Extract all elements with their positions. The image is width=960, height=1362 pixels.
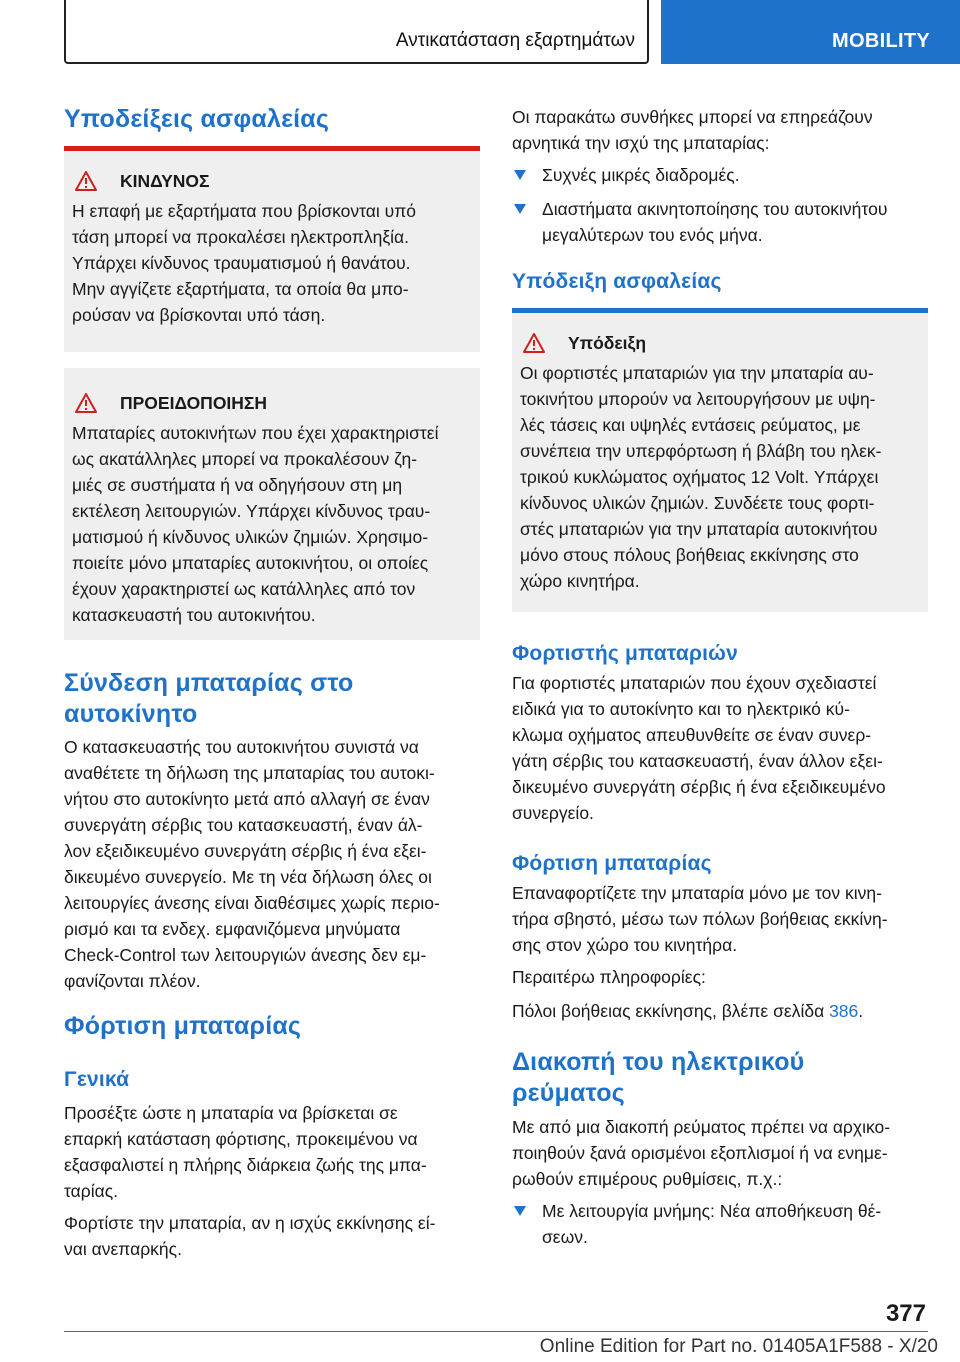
reference-line <box>512 998 932 1024</box>
bullet-triangle-icon <box>514 170 526 180</box>
text-line: Μην αγγίζετε εξαρτήματα, τα οποία θα μπο- <box>72 279 409 299</box>
text-line: κλωμα οχήματος απευθυνθείτε σε έναν συνερ- <box>512 725 872 745</box>
text-line: μεγαλύτερων του ενός μήνα. <box>542 225 763 245</box>
danger-text <box>72 198 477 328</box>
text-line: κίνδυνος υλικών ζημιών. Συνδέετε τους φορτι- <box>520 493 875 513</box>
text-line: ρούσαν να βρίσκονται υπό τάση. <box>72 305 326 325</box>
text-line: Η επαφή με εξαρτήματα που βρίσκονται υπό <box>72 201 417 221</box>
text-line: Οι φορτιστές μπαταριών για την μπαταρία αυ- <box>520 363 874 383</box>
text-line: Για φορτιστές μπαταριών που έχουν σχεδιαστεί <box>512 673 877 693</box>
text-line: Με λειτουργία μνήμης: Νέα αποθήκευση θέ- <box>542 1201 882 1221</box>
danger-title: ΚΙΝΔΥΝΟΣ <box>120 171 210 191</box>
text-line: Φορτίστε την μπαταρία, αν η ισχύς εκκίνησης εί- <box>64 1213 436 1233</box>
more-info-label: Περαιτέρω πληροφορίες: <box>512 967 706 987</box>
text-line: χώρο κινητήρα. <box>520 571 640 591</box>
heading-line: Σύνδεση μπαταρίας στο <box>64 669 354 697</box>
footer-divider <box>64 1331 928 1332</box>
text-line: τοκινήτου μπορούν να λειτουργήσουν με υψη- <box>520 389 876 409</box>
heading-line: ρεύματος <box>512 1079 625 1107</box>
text-line: ματισμού ή κίνδυνος υλικών ζημιών. Χρησιμο- <box>72 527 429 547</box>
note-bar <box>512 308 928 313</box>
text-line: Προσέξτε ώστε η μπαταρία να βρίσκεται σε <box>64 1103 398 1123</box>
text-line: σης στον χώρο του κινητήρα. <box>512 935 738 955</box>
text-line: ρωθούν επιμέρους ρυθμίσεις, π.χ.: <box>512 1169 783 1189</box>
chargers-paragraph <box>512 670 932 826</box>
text-line: δικευμένο συνεργείο. Με τη νέα δήλωση όλες οι <box>64 867 432 887</box>
page-number: 377 <box>885 1300 926 1327</box>
note-box <box>512 308 928 612</box>
text-line: φανίζονται πλέον. <box>64 971 201 991</box>
danger-box <box>64 146 480 352</box>
text-line: λειτουργίες άνεσης είναι διαθέσιμες χωρίς περιο- <box>64 893 440 913</box>
chapter-tab[interactable]: MOBILITY <box>661 0 960 64</box>
text-line: ρισμό και τα ενδεχ. εμφανιζόμενα μηνύματα <box>64 919 401 939</box>
text-line: ως ακατάλληλες μπορεί να προκαλέσουν ζη- <box>72 449 418 469</box>
text-line: λον εξειδικευμένο συνεργάτη σέρβις ή ένα εξει- <box>64 841 427 861</box>
reference-end: . <box>858 1001 864 1021</box>
text-line: εξασφαλιστεί η πλήρης διάρκεια ζωής της μπα- <box>64 1155 427 1175</box>
text-line: γάτη σέρβις του κατασκευαστή, έναν άλλον εξει- <box>512 751 883 771</box>
heading-battery-chargers: Φορτιστής μπαταριών <box>512 642 738 665</box>
note-text <box>520 360 925 594</box>
text-line: ποιείτε μόνο μπαταρίες αυτοκινήτου, οι οποίες <box>72 553 429 573</box>
text-line: Check-Control των λειτουργιών άνεσης δεν εμ- <box>64 945 427 965</box>
text-line: στές μπαταριών για την μπαταρία αυτοκινήτου <box>520 519 878 539</box>
warning-triangle-icon <box>75 171 97 191</box>
warning-title: ΠΡΟΕΙΔΟΠΟΙΗΣΗ <box>120 393 268 413</box>
footer-edition: Online Edition for Part no. 01405A1F588 - X/20 <box>539 1336 938 1357</box>
connect-paragraph <box>64 734 484 994</box>
note-title: Υπόδειξη <box>568 333 647 353</box>
warning-triangle-icon <box>75 393 97 413</box>
text-line: Με από μια διακοπή ρεύματος πρέπει να αρχικο- <box>512 1117 891 1137</box>
heading-connect-battery <box>64 668 354 730</box>
text-line: δικευμένο συνεργάτη σέρβις ή ένα εξειδικευμένο <box>512 777 886 797</box>
text-line: Υπάρχει κίνδυνος τραυματισμού ή θανάτου. <box>72 253 411 273</box>
warning-box <box>64 368 480 640</box>
heading-general: Γενικά <box>64 1068 130 1091</box>
text-line: ειδικά για το αυτοκίνητο και το ηλεκτρικό κύ- <box>512 699 850 719</box>
text-line: επαρκή κατάσταση φόρτισης, προκειμένου να <box>64 1129 418 1149</box>
conditions-intro <box>512 104 932 156</box>
text-line: Ο κατασκευαστής του αυτοκινήτου συνιστά να <box>64 737 419 757</box>
text-line: ναι ανεπαρκής. <box>64 1239 182 1259</box>
text-line: τάση μπορεί να προκαλέσει ηλεκτροπληξία. <box>72 227 410 247</box>
heading-safety-note: Υπόδειξη ασφαλείας <box>512 270 722 293</box>
heading-safety-notes: Υποδείξεις ασφαλείας <box>64 105 330 133</box>
text-line: Διαστήματα ακινητοποίησης του αυτοκινήτου <box>542 199 888 219</box>
general-paragraph-2 <box>64 1210 484 1262</box>
text-line: μιές σε συστήματα ή να οδηγήσουν στη μη <box>72 475 403 495</box>
warning-triangle-icon <box>523 333 545 353</box>
text-line: συνέπεια την υπερφόρτωση ή βλάβη του ηλεκ- <box>520 441 882 461</box>
text-line: ποιηθούν ξανά ορισμένοι εξοπλισμοί ή να ενημε- <box>512 1143 888 1163</box>
interrupt-paragraph <box>512 1114 932 1192</box>
text-line: λές τάσεις και υψηλές εντάσεις ρεύματος, με <box>520 415 861 435</box>
text-line: μόνο στους πόλους βοήθειας εκκίνησης στο <box>520 545 859 565</box>
danger-bar <box>64 146 480 151</box>
list-item-text: Συχνές μικρές διαδρομές. <box>542 165 740 185</box>
text-line: νήτου στο αυτοκίνητο μετά από αλλαγή σε έναν <box>64 789 430 809</box>
list-item-text <box>542 1198 881 1250</box>
reference-text: Πόλοι βοήθειας εκκίνησης, βλέπε σελίδα <box>512 1001 830 1021</box>
page-reference-link[interactable]: 386 <box>829 1001 859 1021</box>
text-line: ταρίας. <box>64 1181 119 1201</box>
text-line: αναθέτετε τη δήλωση της μπαταρίας του αυτοκι- <box>64 763 435 783</box>
section-title: Αντικατάσταση εξαρτημάτων <box>395 30 635 51</box>
warning-text <box>72 420 477 628</box>
heading-line: αυτοκίνητο <box>64 700 198 728</box>
bullet-triangle-icon <box>514 204 526 214</box>
text-line: Επαναφορτίζετε την μπαταρία μόνο με τον κινη- <box>512 883 882 903</box>
heading-power-interruption <box>512 1047 804 1109</box>
charging-paragraph <box>512 880 932 958</box>
text-line: κατασκευαστή του αυτοκινήτου. <box>72 605 316 625</box>
text-line: έχουν χαρακτηριστεί ως κατάλληλες από τον <box>72 579 416 599</box>
text-line: σεων. <box>542 1227 588 1247</box>
heading-battery-charging-right: Φόρτιση μπαταρίας <box>512 852 712 875</box>
text-line: τήρα σβηστό, μέσω των πόλων βοήθειας εκκίνη- <box>512 909 888 929</box>
text-line: αρνητικά την ισχύ της μπαταρίας: <box>512 133 770 153</box>
heading-battery-charging: Φόρτιση μπαταρίας <box>64 1012 302 1040</box>
text-line: εκτέλεση λειτουργιών. Υπάρχει κίνδυνος τραυ- <box>72 501 431 521</box>
text-line: συνεργείο. <box>512 803 594 823</box>
text-line: συνεργάτη σέρβις του κατασκευαστή, έναν άλ- <box>64 815 423 835</box>
list-item-text <box>542 196 887 248</box>
general-paragraph-1 <box>64 1100 484 1204</box>
text-line: Οι παρακάτω συνθήκες μπορεί να επηρεάζουν <box>512 107 873 127</box>
bullet-triangle-icon <box>514 1206 526 1216</box>
text-line: τρικού κυκλώματος οχήματος 12 Volt. Υπάρχει <box>520 467 879 487</box>
heading-line: Διακοπή του ηλεκτρικού <box>512 1048 805 1076</box>
text-line: Μπαταρίες αυτοκινήτων που έχει χαρακτηριστεί <box>72 423 439 443</box>
